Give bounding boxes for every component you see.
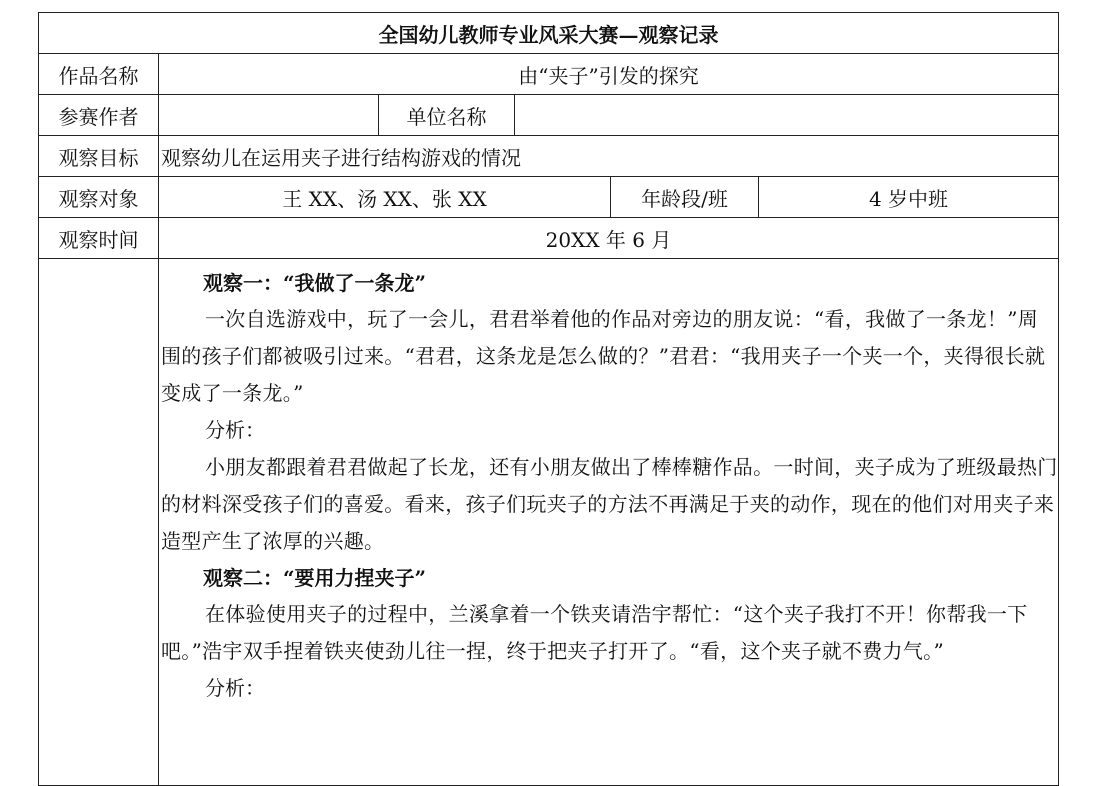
subject-label: 观察对象	[39, 177, 159, 218]
subject-value: 王 XX、汤 XX、张 XX	[159, 177, 611, 218]
age-value: 4 岁中班	[759, 177, 1059, 218]
analysis-1-text: 小朋友都跟着君君做起了长龙，还有小朋友做出了棒棒糖作品。一时间，夹子成为了班级最热门的材料深受孩子们的喜爱。看来，孩子们玩夹子的方法不再满足于夹的动作，现在的他们对用夹子来造型产生了浓厚的兴趣。	[161, 455, 1058, 553]
observation-1-heading: 观察一：“我做了一条龙”	[203, 271, 427, 295]
record-table	[38, 12, 1059, 786]
body-label-cell	[39, 259, 159, 786]
observation-2-text: 在体验使用夹子的过程中，兰溪拿着一个铁夹请浩宇帮忙：“这个夹子我打不开！你帮我一下吧。”浩宇双手捏着铁夹使劲儿往一捏，终于把夹子打开了。“看，这个夹子就不费力气。”	[161, 602, 1028, 663]
time-label: 观察时间	[39, 218, 159, 259]
goal-row	[39, 136, 1059, 177]
analysis-1-label: 分析：	[205, 418, 265, 442]
author-label: 参赛作者	[39, 95, 159, 136]
subject-row	[39, 177, 1059, 218]
observation-1-text: 一次自选游戏中，玩了一会儿，君君举着他的作品对旁边的朋友说：“看，我做了一条龙！”周围的孩子们都被吸引过来。“君君，这条龙是怎么做的？”君君：“我用夹子一个夹一个，夹得很长就变成了一条龙。”	[161, 307, 1046, 405]
work-name-row	[39, 54, 1059, 95]
goal-value: 观察幼儿在运用夹子进行结构游戏的情况	[159, 136, 1059, 177]
title-row	[39, 13, 1059, 54]
body-row	[39, 259, 1059, 786]
observation-2-heading: 观察二：“要用力捏夹子”	[203, 566, 427, 590]
author-value	[159, 95, 379, 136]
work-name-value: 由“夹子”引发的探究	[159, 54, 1059, 95]
time-row	[39, 218, 1059, 259]
author-row	[39, 95, 1059, 136]
analysis-2-label: 分析：	[205, 676, 265, 700]
form-title: 全国幼儿教师专业风采大赛—观察记录	[39, 13, 1059, 54]
goal-label: 观察目标	[39, 136, 159, 177]
age-label: 年龄段/班	[611, 177, 759, 218]
work-name-label: 作品名称	[39, 54, 159, 95]
observation-body	[159, 259, 1059, 786]
unit-value	[515, 95, 1059, 136]
time-value: 20XX 年 6 月	[159, 218, 1059, 259]
observation-record-form	[38, 12, 1058, 786]
unit-label: 单位名称	[379, 95, 515, 136]
